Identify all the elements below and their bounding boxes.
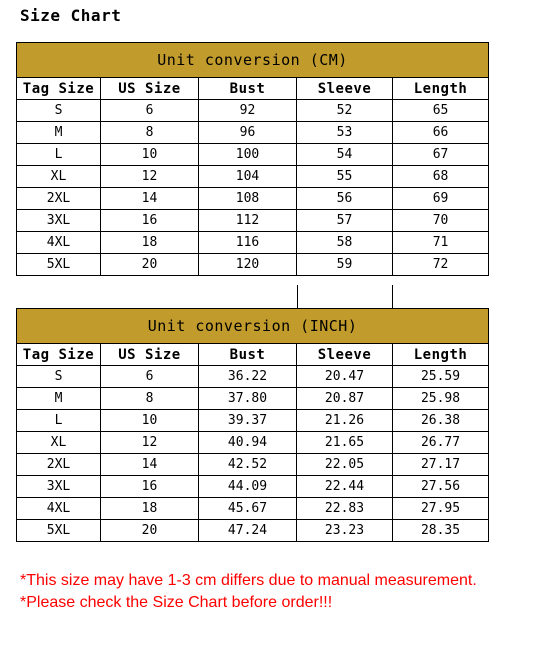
sleeve-cell: 20.87 [297, 388, 393, 410]
sleeve-cell: 53 [297, 122, 393, 144]
tag-size-cell: S [17, 100, 101, 122]
tag-size-cell: L [17, 144, 101, 166]
size-table-cm [16, 42, 489, 276]
bust-cell: 112 [199, 210, 297, 232]
us-size-cell: 14 [101, 188, 199, 210]
bust-cell: 120 [199, 254, 297, 276]
table-row [17, 520, 489, 542]
length-cell: 71 [393, 232, 489, 254]
sleeve-cell: 21.65 [297, 432, 393, 454]
length-cell: 69 [393, 188, 489, 210]
tag-size-cell: M [17, 388, 101, 410]
us-size-cell: 10 [101, 410, 199, 432]
length-cell: 26.77 [393, 432, 489, 454]
tag-size-cell: S [17, 366, 101, 388]
column-header-bust: Bust [199, 344, 297, 366]
bust-cell: 42.52 [199, 454, 297, 476]
bust-cell: 104 [199, 166, 297, 188]
table-row [17, 388, 489, 410]
table-row [17, 454, 489, 476]
table-body-inch [17, 366, 489, 542]
table-row [17, 366, 489, 388]
bust-cell: 108 [199, 188, 297, 210]
tag-size-cell: 2XL [17, 188, 101, 210]
column-header-sleeve: Sleeve [297, 78, 393, 100]
length-cell: 28.35 [393, 520, 489, 542]
tag-size-cell: 4XL [17, 232, 101, 254]
column-header-sleeve: Sleeve [297, 344, 393, 366]
page-title: Size Chart [20, 6, 122, 25]
table-row [17, 498, 489, 520]
us-size-cell: 8 [101, 388, 199, 410]
tag-size-cell: 5XL [17, 254, 101, 276]
length-cell: 27.56 [393, 476, 489, 498]
column-header-us-size: US Size [101, 78, 199, 100]
length-cell: 26.38 [393, 410, 489, 432]
sleeve-cell: 57 [297, 210, 393, 232]
column-header-row [17, 78, 489, 100]
sleeve-cell: 23.23 [297, 520, 393, 542]
bust-cell: 47.24 [199, 520, 297, 542]
column-header-tag-size: Tag Size [17, 344, 101, 366]
table-row [17, 232, 489, 254]
tag-size-cell: 3XL [17, 476, 101, 498]
table-row [17, 432, 489, 454]
size-table-inch [16, 308, 489, 542]
us-size-cell: 20 [101, 254, 199, 276]
length-cell: 67 [393, 144, 489, 166]
length-cell: 25.98 [393, 388, 489, 410]
sleeve-cell: 52 [297, 100, 393, 122]
sleeve-cell: 22.83 [297, 498, 393, 520]
bust-cell: 44.09 [199, 476, 297, 498]
sleeve-cell: 22.05 [297, 454, 393, 476]
us-size-cell: 6 [101, 100, 199, 122]
us-size-cell: 6 [101, 366, 199, 388]
table-row [17, 254, 489, 276]
us-size-cell: 16 [101, 210, 199, 232]
bust-cell: 100 [199, 144, 297, 166]
length-cell: 27.17 [393, 454, 489, 476]
sleeve-cell: 22.44 [297, 476, 393, 498]
table-row [17, 188, 489, 210]
notes [20, 570, 477, 614]
us-size-cell: 16 [101, 476, 199, 498]
column-header-length: Length [393, 78, 489, 100]
length-cell: 27.95 [393, 498, 489, 520]
table-body-cm [17, 100, 489, 276]
column-header-bust: Bust [199, 78, 297, 100]
us-size-cell: 18 [101, 232, 199, 254]
column-header-tag-size: Tag Size [17, 78, 101, 100]
table-row [17, 410, 489, 432]
table-caption-inch: Unit conversion (INCH) [17, 309, 489, 344]
tag-size-cell: L [17, 410, 101, 432]
note-check-size-chart: *Please check the Size Chart before order!!! [20, 594, 333, 611]
table-row [17, 210, 489, 232]
column-header-length: Length [393, 344, 489, 366]
tag-size-cell: 3XL [17, 210, 101, 232]
us-size-cell: 8 [101, 122, 199, 144]
sleeve-cell: 21.26 [297, 410, 393, 432]
us-size-cell: 12 [101, 432, 199, 454]
us-size-cell: 20 [101, 520, 199, 542]
bust-cell: 96 [199, 122, 297, 144]
tag-size-cell: 2XL [17, 454, 101, 476]
us-size-cell: 14 [101, 454, 199, 476]
sleeve-cell: 59 [297, 254, 393, 276]
column-header-row [17, 344, 489, 366]
column-header-us-size: US Size [101, 344, 199, 366]
bust-cell: 45.67 [199, 498, 297, 520]
bust-cell: 92 [199, 100, 297, 122]
table-row [17, 144, 489, 166]
bust-cell: 116 [199, 232, 297, 254]
length-cell: 66 [393, 122, 489, 144]
note-size-difference: *This size may have 1-3 cm differs due to manual measurement. [20, 572, 477, 589]
us-size-cell: 12 [101, 166, 199, 188]
length-cell: 70 [393, 210, 489, 232]
table-row [17, 122, 489, 144]
bust-cell: 39.37 [199, 410, 297, 432]
tag-size-cell: XL [17, 166, 101, 188]
tag-size-cell: M [17, 122, 101, 144]
us-size-cell: 18 [101, 498, 199, 520]
tag-size-cell: 5XL [17, 520, 101, 542]
us-size-cell: 10 [101, 144, 199, 166]
length-cell: 65 [393, 100, 489, 122]
sleeve-cell: 58 [297, 232, 393, 254]
table-row [17, 100, 489, 122]
table-row [17, 166, 489, 188]
bust-cell: 36.22 [199, 366, 297, 388]
length-cell: 68 [393, 166, 489, 188]
sleeve-cell: 55 [297, 166, 393, 188]
sleeve-cell: 56 [297, 188, 393, 210]
length-cell: 25.59 [393, 366, 489, 388]
tag-size-cell: XL [17, 432, 101, 454]
length-cell: 72 [393, 254, 489, 276]
bust-cell: 40.94 [199, 432, 297, 454]
tag-size-cell: 4XL [17, 498, 101, 520]
bust-cell: 37.80 [199, 388, 297, 410]
table-divider-line [392, 285, 393, 308]
table-divider-line [297, 285, 298, 308]
sleeve-cell: 20.47 [297, 366, 393, 388]
table-caption-cm: Unit conversion (CM) [17, 43, 489, 78]
table-row [17, 476, 489, 498]
sleeve-cell: 54 [297, 144, 393, 166]
